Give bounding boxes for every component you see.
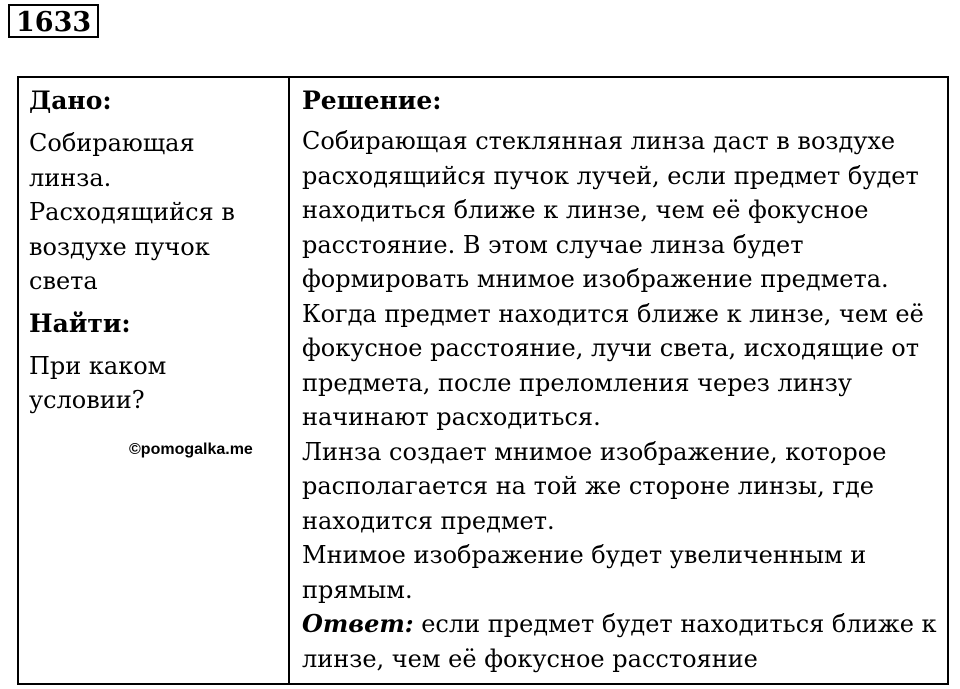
solution-line: располагается на той же стороне линзы, где (302, 472, 874, 500)
task-number: 1633 (8, 4, 99, 38)
solution-line: предмета, после преломления через линзу (302, 368, 852, 397)
given-heading: Дано: (29, 86, 112, 115)
solution-text (302, 124, 941, 676)
solution-line: расходящийся пучок лучей, если предмет будет (302, 161, 919, 190)
given-line: света (29, 267, 98, 295)
find-line: При каком (29, 351, 167, 380)
solution-line: Собирающая стеклянная линза даст в воздухе (302, 127, 896, 155)
given-line: Собирающая (29, 129, 195, 157)
solution-heading: Решение: (302, 86, 442, 115)
find-line: условии? (29, 386, 145, 414)
solution-line: начинают расходиться. (302, 403, 601, 431)
answer-line: линзе, чем её фокусное расстояние (302, 644, 758, 673)
solution-line: Линза создает мнимое изображение, которое (302, 437, 887, 466)
solution-line: прямым. (302, 575, 413, 604)
given-column (19, 78, 290, 683)
given-line: воздухе пучок (29, 232, 210, 261)
solution-line: расстояние. В этом случае линза будет (302, 230, 804, 259)
solution-line: Мнимое изображение будет увеличенным и (302, 541, 867, 569)
answer-text: если предмет будет находиться ближе к (413, 610, 937, 638)
answer-line (302, 607, 941, 642)
solution-line: фокусное расстояние, лучи света, исходящие от (302, 334, 920, 362)
task-table (17, 76, 949, 685)
solution-line: Когда предмет находится ближе к линзе, чем её (302, 299, 924, 328)
find-text (29, 349, 280, 418)
given-line: Расходящийся в (29, 198, 235, 226)
solution-line: формировать мнимое изображение предмета. (302, 265, 889, 293)
solution-line: находиться ближе к линзе, чем её фокусное (302, 196, 869, 224)
given-line: линза. (29, 163, 112, 192)
answer-label: Ответ: (302, 609, 414, 638)
solution-column (290, 78, 947, 683)
find-heading: Найти: (29, 308, 131, 338)
watermark: ©pomogalka.me (129, 441, 253, 458)
given-text (29, 126, 280, 299)
solution-line: находится предмет. (302, 506, 555, 535)
